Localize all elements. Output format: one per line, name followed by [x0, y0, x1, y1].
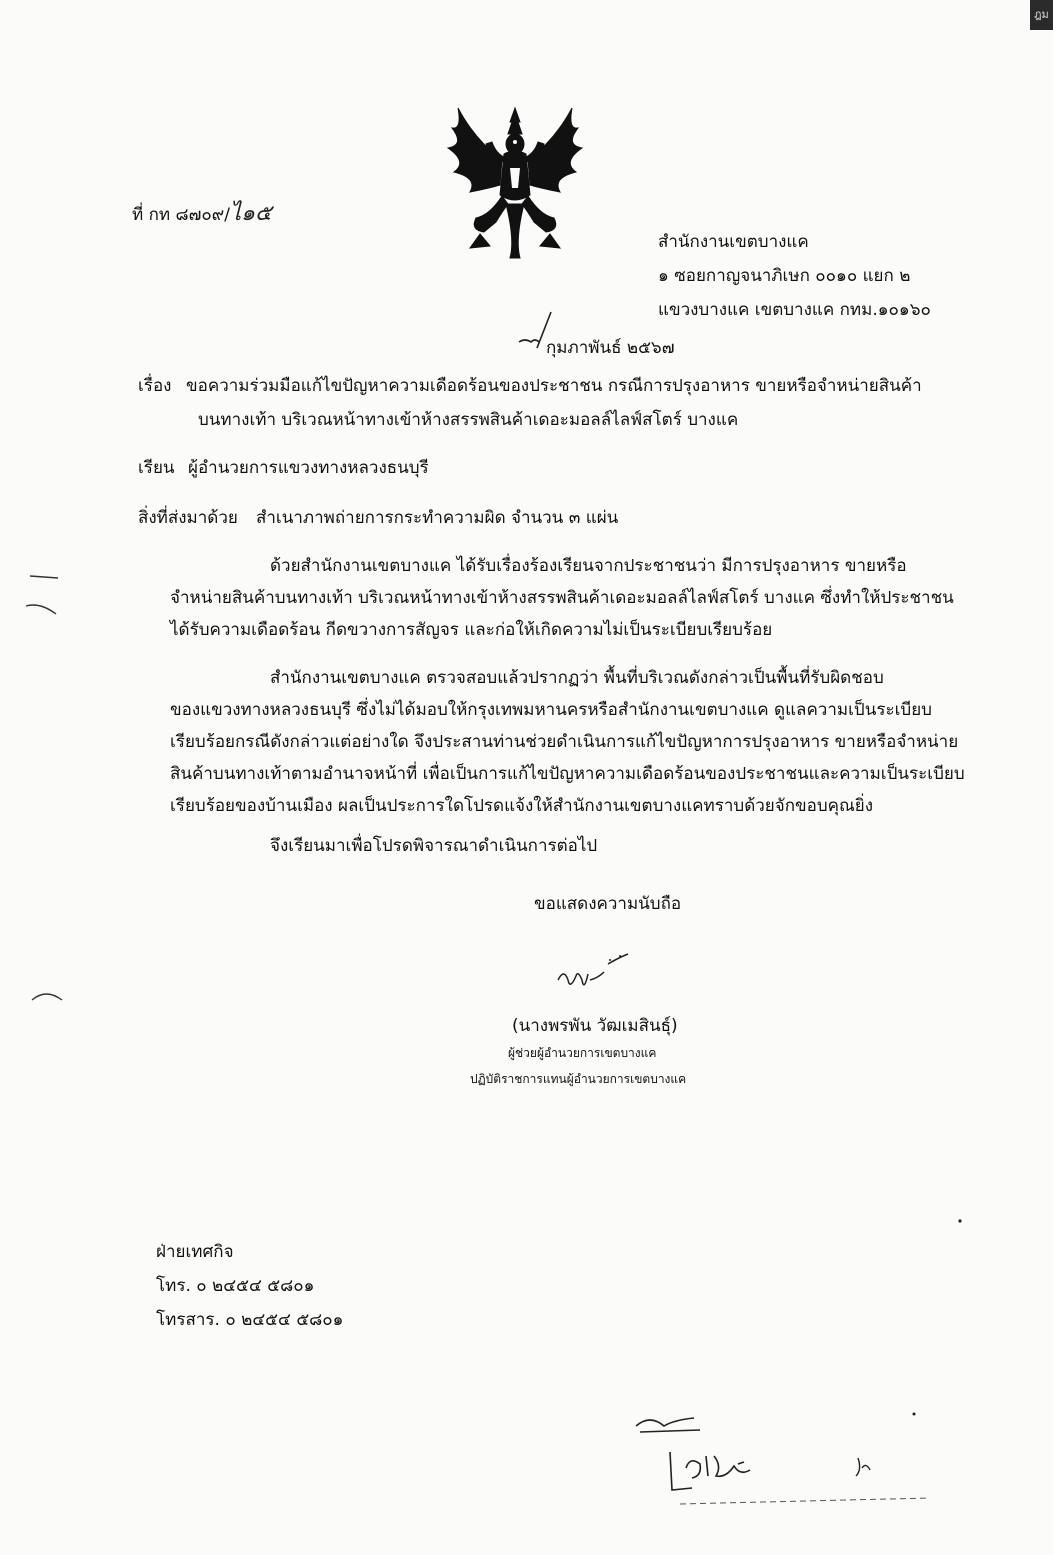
reference-line: [132, 198, 272, 231]
signer-title-2: ปฏิบัติราชการแทนผู้อำนวยการเขตบางแค: [470, 1072, 687, 1086]
body-para2-line4: สินค้าบนทางเท้าตามอำนาจหน้าที่ เพื่อเป็นการแก้ไขปัญหาความเดือดร้อนของประชาชนและความเป็นระเบียบ: [170, 764, 965, 784]
body-para2-line2: ของแขวงทางหลวงธนบุรี ซึ่งไม่ได้มอบให้กรุงเทพมหานครหรือสำนักงานเขตบางแค ดูแลความเป็นระเบียบ: [170, 700, 932, 720]
signature-icon: [548, 950, 638, 1010]
speck-icon: [955, 1216, 965, 1226]
reference-label: ที่ กท: [132, 205, 171, 225]
body-para2-line3: เรียบร้อยกรณีดังกล่าวแต่อย่างใด จึงประสานท่านช่วยดำเนินการแก้ไขปัญหาการปรุงอาหาร ขายหรือจำหน่าย: [170, 732, 959, 752]
closing-salutation: ขอแสดงความนับถือ: [534, 894, 682, 914]
garuda-emblem-icon: [440, 100, 590, 265]
date-text: กุมภาพันธ์ ๒๕๖๗: [546, 338, 675, 358]
body-para1-line2: จำหน่ายสินค้าบนทางเท้า บริเวณหน้าทางเข้าห้างสรรพสินค้าเดอะมอลล์ไลฟ์สโตร์ บางแค ซึ่งทำให้ประชาชน: [170, 588, 954, 608]
enclosure-label: สิ่งที่ส่งมาด้วย: [138, 508, 238, 528]
body-para3: จึงเรียนมาเพื่อโปรดพิจารณาดำเนินการต่อไป: [270, 836, 598, 856]
recipient-name: ผู้อำนวยการแขวงทางหลวงธนบุรี: [188, 458, 429, 478]
reference-handwritten: ไ๑๕: [229, 201, 272, 226]
handwritten-notes-icon: [630, 1406, 960, 1526]
footer-fax: โทรสาร. ๐ ๒๔๕๔ ๕๘๐๑: [156, 1310, 344, 1330]
body-para1-line1: ด้วยสำนักงานเขตบางแค ได้รับเรื่องร้องเรียนจากประชาชนว่า มีการปรุงอาหาร ขายหรือ: [270, 556, 907, 576]
subject-label: เรื่อง: [138, 376, 172, 396]
signer-title-1: ผู้ช่วยผู้อำนวยการเขตบางแค: [508, 1046, 657, 1060]
body-para1-line3: ได้รับความเดือดร้อน กีดขวางการสัญจร และก่อให้เกิดความไม่เป็นระเบียบเรียบร้อย: [170, 620, 773, 640]
body-para2-line5: เรียบร้อยของบ้านเมือง ผลเป็นประการใดโปรดแจ้งให้สำนักงานเขตบางแคทราบด้วยจักขอบคุณยิ่ง: [170, 796, 874, 816]
subject-line-1: ขอความร่วมมือแก้ไขปัญหาความเดือดร้อนของประชาชน กรณีการปรุงอาหาร ขายหรือจำหน่ายสินค้า: [186, 376, 922, 396]
office-address-line-1: ๑ ซอยกาญจนาภิเษก ๐๐๑๐ แยก ๒: [658, 266, 911, 286]
signer-name: (นางพรพัน วัฒเมสินธุ์): [512, 1016, 678, 1036]
reference-number: ๘๗๐๙/: [175, 205, 230, 225]
body-para2-line1: สำนักงานเขตบางแค ตรวจสอบแล้วปรากฏว่า พื้นที่บริเวณดังกล่าวเป็นพื้นที่รับผิดชอบ: [270, 668, 884, 688]
margin-mark-icon: [22, 570, 62, 620]
office-name: สำนักงานเขตบางแค: [658, 232, 809, 252]
footer-phone: โทร. ๐ ๒๔๕๔ ๕๘๐๑: [156, 1276, 315, 1296]
subject-line-2: บนทางเท้า บริเวณหน้าทางเข้าห้างสรรพสินค้าเดอะมอลล์ไลฟ์สโตร์ บางแค: [198, 410, 739, 430]
office-address-line-2: แขวงบางแค เขตบางแค กทม.๑๐๑๖๐: [658, 300, 931, 320]
footer-department: ฝ่ายเทศกิจ: [156, 1242, 234, 1262]
enclosure-text: สำเนาภาพถ่ายการกระทำความผิด จำนวน ๓ แผ่น: [256, 508, 619, 528]
margin-mark-2-icon: [28, 986, 68, 1006]
corner-tag: ฎม: [1030, 0, 1053, 30]
recipient-label: เรียน: [138, 458, 175, 478]
